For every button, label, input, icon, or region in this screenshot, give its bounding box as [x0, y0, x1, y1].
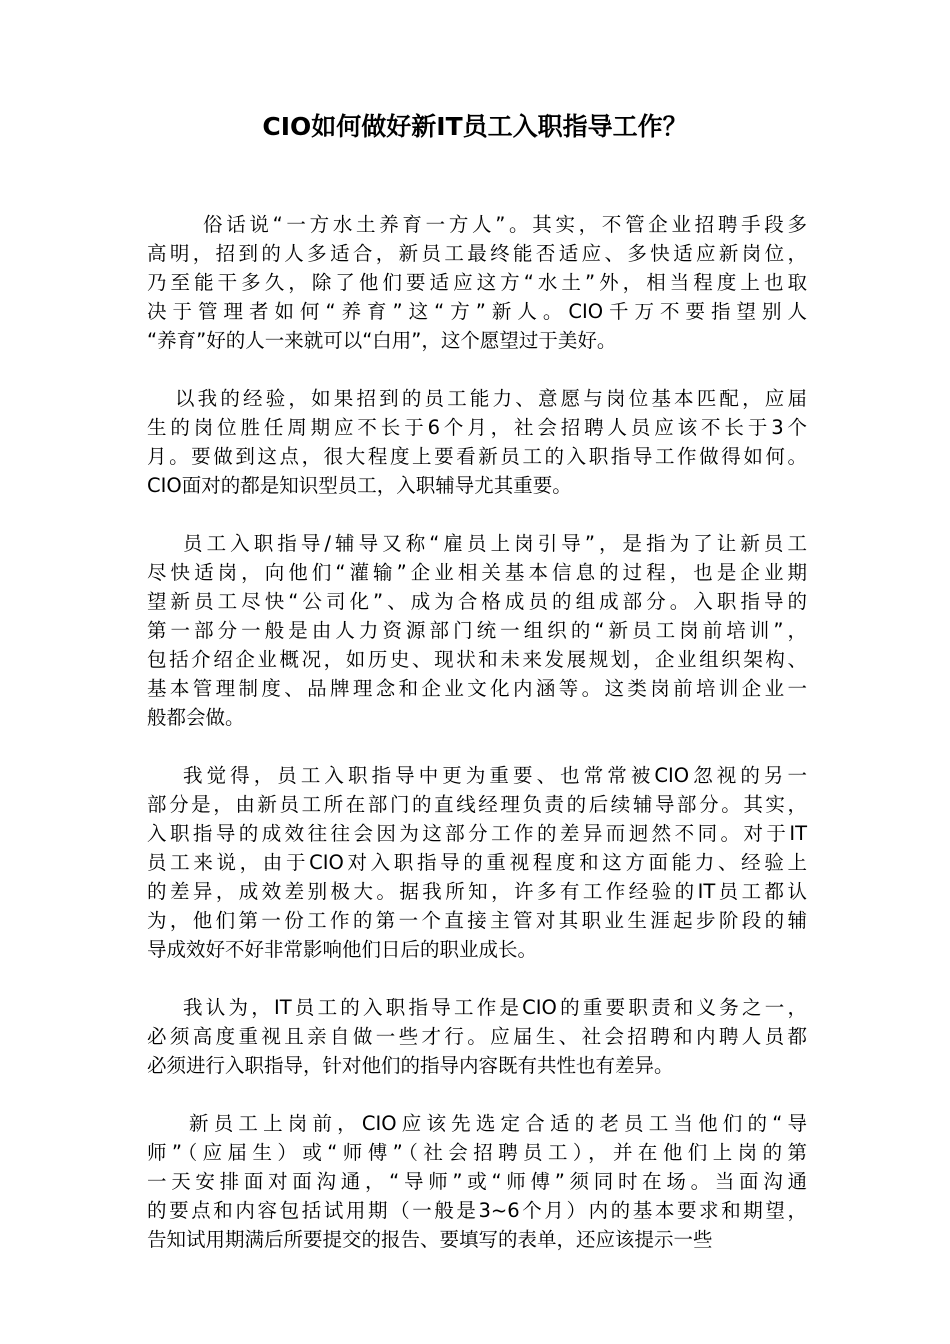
paragraph-line: 新员工上岗前，CIO应该先选定合适的老员工当他们的“导 — [189, 1112, 807, 1135]
paragraph-line: 导成效好不好非常影响他们日后的职业成长。 — [147, 938, 538, 961]
document-title: CIO如何做好新IT员工入职指导工作？ — [262, 112, 688, 141]
paragraph-line: 一天安排面对面沟通，“导师”或“师傅”须同时在场。当面沟通 — [147, 1170, 807, 1193]
paragraph-line: 必须进行入职指导，针对他们的指导内容既有共性也有差异。 — [147, 1054, 674, 1077]
paragraph-line: 基本管理制度、品牌理念和企业文化内涵等。这类岗前培训企业一 — [147, 677, 807, 700]
paragraph — [147, 1109, 807, 1254]
paragraph-line: 为，他们第一份工作的第一个直接主管对其职业生涯起步阶段的辅 — [147, 909, 807, 932]
paragraph-line: CIO面对的都是知识型员工，入职辅导尤其重要。 — [147, 474, 572, 497]
paragraph — [147, 384, 807, 500]
paragraph-line: 我觉得，员工入职指导中更为重要、也常常被CIO忽视的另一 — [183, 764, 807, 787]
paragraph — [147, 993, 807, 1080]
paragraph-line: 入职指导的成效往往会因为这部分工作的差异而迥然不同。对于IT — [147, 822, 807, 845]
paragraph-line: 的差异，成效差别极大。据我所知，许多有工作经验的IT员工都认 — [147, 880, 807, 903]
paragraph-line: 第一部分一般是由人力资源部门统一组织的“新员工岗前培训”， — [147, 619, 807, 642]
paragraph-line: 部分是，由新员工所在部门的直线经理负责的后续辅导部分。其实， — [147, 793, 807, 816]
paragraph — [147, 210, 807, 355]
paragraph-line: 包括介绍企业概况，如历史、现状和未来发展规划，企业组织架构、 — [147, 648, 807, 671]
paragraph-line: 以我的经验，如果招到的员工能力、意愿与岗位基本匹配，应届 — [175, 387, 807, 410]
paragraph-line: 望新员工尽快“公司化”、成为合格成员的组成部分。入职指导的 — [147, 590, 807, 613]
paragraph — [147, 761, 807, 964]
paragraph-line: 生的岗位胜任周期应不长于6个月，社会招聘人员应该不长于3个 — [147, 416, 807, 439]
paragraph-line: 俗话说“一方水土养育一方人”。其实，不管企业招聘手段多 — [203, 213, 807, 236]
paragraph-line: 师”（应届生）或“师傅”（社会招聘员工），并在他们上岗的第 — [147, 1141, 807, 1164]
paragraph-line: “养育”好的人一来就可以“白用”，这个愿望过于美好。 — [147, 329, 617, 352]
document-body — [147, 210, 807, 1283]
paragraph-line: 月。要做到这点，很大程度上要看新员工的入职指导工作做得如何。 — [147, 445, 807, 468]
paragraph-line: 告知试用期满后所要提交的报告、要填写的表单，还应该提示一些 — [147, 1228, 713, 1251]
paragraph-line: 般都会做。 — [147, 706, 245, 729]
paragraph-line: 我认为，IT员工的入职指导工作是CIO的重要职责和义务之一， — [183, 996, 807, 1019]
paragraph — [147, 529, 807, 732]
paragraph-line: 必须高度重视且亲自做一些才行。应届生、社会招聘和内聘人员都 — [147, 1025, 807, 1048]
paragraph-line: 员工来说，由于CIO对入职指导的重视程度和这方面能力、经验上 — [147, 851, 807, 874]
paragraph-line: 员工入职指导/辅导又称“雇员上岗引导”，是指为了让新员工 — [183, 532, 807, 555]
paragraph-line: 尽快适岗，向他们“灌输”企业相关基本信息的过程，也是企业期 — [147, 561, 807, 584]
paragraph-line: 的要点和内容包括试用期（一般是3~6个月）内的基本要求和期望， — [147, 1199, 807, 1222]
paragraph-line: 高明，招到的人多适合，新员工最终能否适应、多快适应新岗位， — [147, 242, 807, 265]
paragraph-line: 乃至能干多久，除了他们要适应这方“水土”外，相当程度上也取 — [147, 271, 807, 294]
paragraph-line: 决于管理者如何“养育”这“方”新人。CIO千万不要指望别人 — [147, 300, 807, 323]
